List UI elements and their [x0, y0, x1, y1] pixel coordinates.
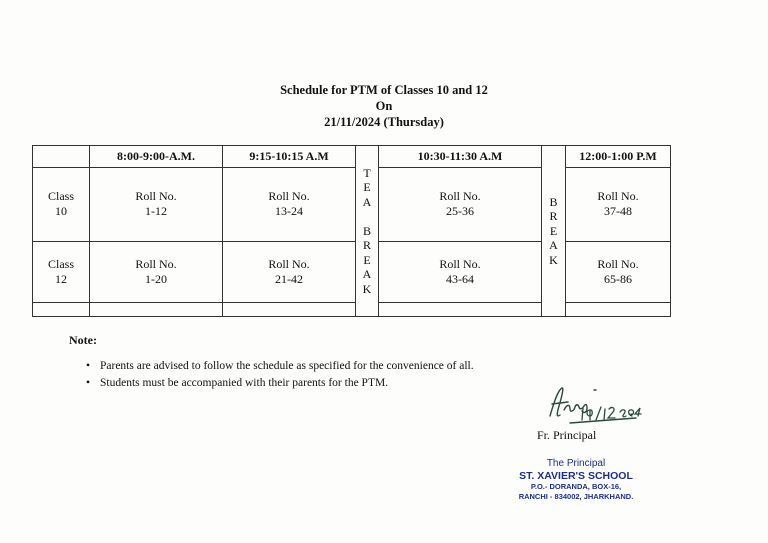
header-row [33, 146, 671, 168]
stamp-line-3: P.O.- DORANDA, BOX-16, [530, 482, 622, 491]
empty-cell [33, 302, 90, 316]
title-line-1: Schedule for PTM of Classes 10 and 12 [280, 83, 488, 97]
table-row [33, 168, 671, 241]
empty-cell [379, 302, 542, 316]
stamp-line-1: The Principal [546, 458, 606, 469]
title-line-2: On [375, 99, 393, 113]
table-row [33, 241, 671, 302]
roll-cell: Roll No. 1-20 [90, 241, 223, 302]
slot-header: 12:00-1:00 P.M [566, 146, 671, 168]
signatory-title: Fr. Principal [537, 428, 597, 442]
roll-cell: Roll No. 25-36 [379, 168, 542, 241]
slot-header: 8:00-9:00-A.M. [90, 146, 223, 168]
roll-cell: Roll No. 21-42 [223, 241, 356, 302]
note-label: Note: [69, 333, 97, 347]
note-item: • Students must be accompanied with their parents for the PTM. [86, 375, 474, 392]
break-column: B R E A K [542, 146, 566, 317]
roll-cell: Roll No. 43-64 [379, 241, 542, 302]
note-item: • Parents are advised to follow the schedule as specified for the convenience of all. [86, 358, 474, 375]
principal-stamp [508, 458, 644, 502]
notes-list [86, 358, 474, 392]
roll-cell: Roll No. 37-48 [566, 168, 671, 241]
stamp-line-2: ST. XAVIER'S SCHOOL [519, 470, 633, 482]
empty-cell [223, 302, 356, 316]
corner-cell [33, 146, 90, 168]
row-label: Class 12 [33, 241, 90, 302]
slot-header: 9:15-10:15 A.M [223, 146, 356, 168]
empty-cell [90, 302, 223, 316]
tea-break-column: T E A B R E A K [356, 146, 379, 317]
row-label: Class 10 [33, 168, 90, 241]
bullet-icon: • [86, 360, 91, 372]
empty-cell [566, 302, 671, 316]
document-title [0, 82, 768, 130]
title-line-3: 21/11/2024 (Thursday) [324, 115, 444, 129]
roll-cell: Roll No. 65-86 [566, 241, 671, 302]
empty-row [33, 302, 671, 316]
slot-header: 10:30-11:30 A.M [379, 146, 542, 168]
stamp-line-4: RANCHI - 834002, JHARKHAND. [518, 492, 634, 501]
principal-signature [544, 382, 644, 428]
schedule-table [32, 145, 670, 317]
roll-cell: Roll No. 13-24 [223, 168, 356, 241]
bullet-icon: • [86, 377, 91, 389]
roll-cell: Roll No. 1-12 [90, 168, 223, 241]
